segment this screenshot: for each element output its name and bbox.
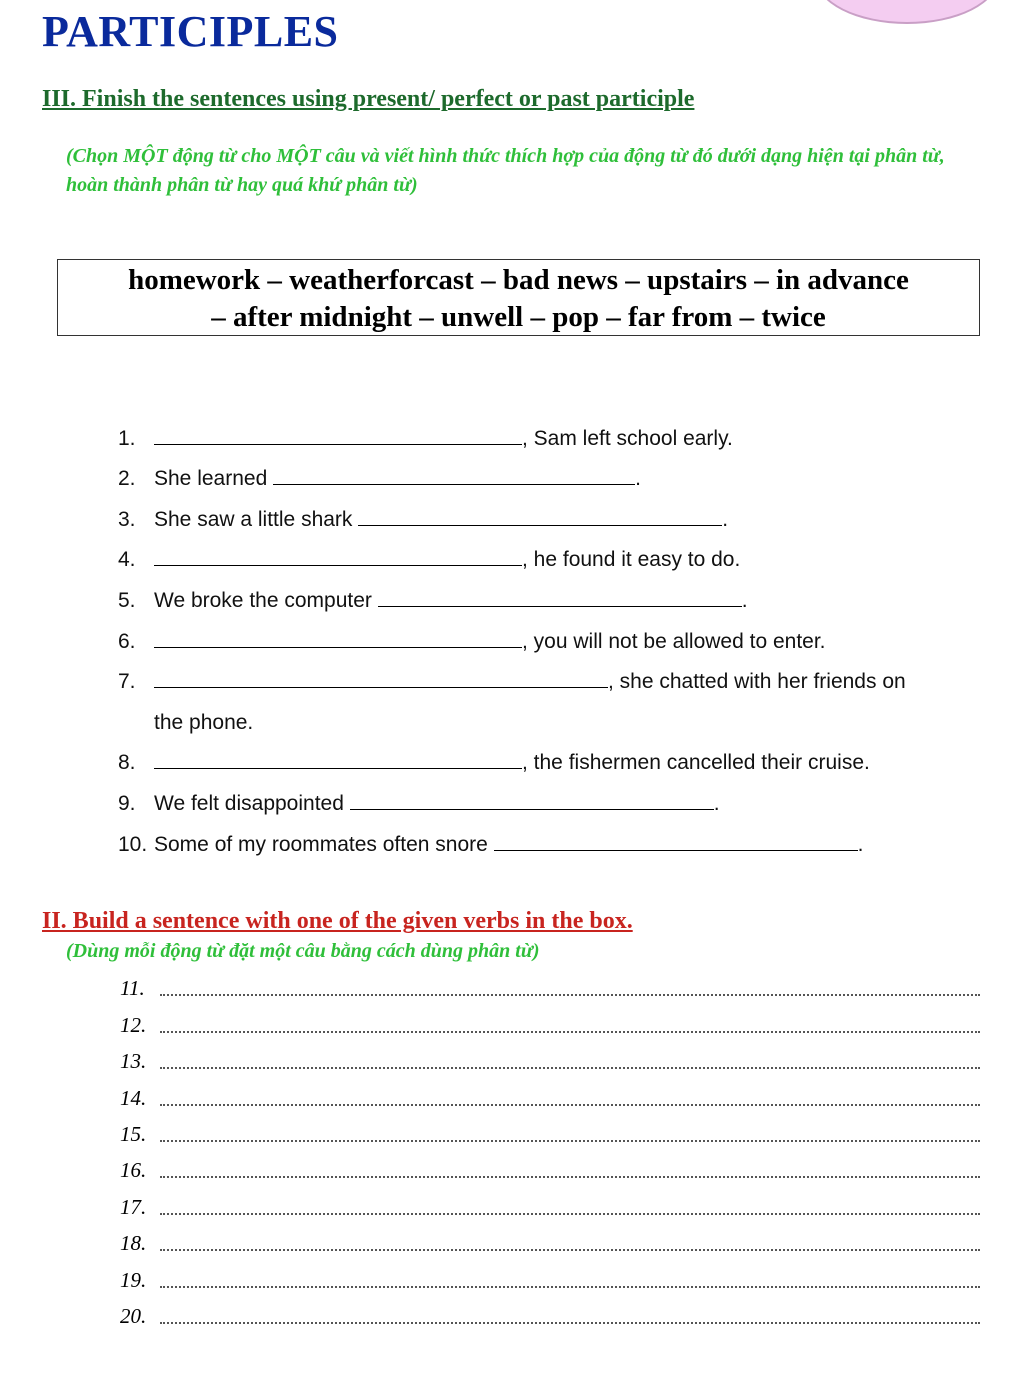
item-text-after: . — [713, 791, 720, 815]
item-number: 16. — [120, 1158, 147, 1183]
build-item — [120, 965, 980, 1001]
item-text-after: , you will not be allowed to enter. — [522, 629, 826, 653]
word-box — [57, 259, 980, 336]
item-text-after: , the fishermen cancelled their cruise. — [522, 751, 870, 775]
item-text-before: She learned — [154, 467, 274, 491]
dotted-answer-line[interactable] — [160, 1066, 980, 1069]
build-item — [120, 1256, 980, 1292]
build-item — [120, 1293, 980, 1329]
exercise-item — [118, 613, 978, 654]
dotted-answer-line[interactable] — [160, 1175, 980, 1178]
build-item — [120, 1111, 980, 1147]
item-number: 2. — [118, 467, 136, 491]
exercise-item — [118, 775, 978, 816]
build-item — [120, 1183, 980, 1219]
answer-blank[interactable] — [154, 443, 522, 445]
build-item — [120, 1001, 980, 1037]
item-number: 8. — [118, 751, 136, 775]
answer-blank[interactable] — [154, 686, 608, 688]
item-number: 4. — [118, 548, 136, 572]
dotted-answer-line[interactable] — [160, 1321, 980, 1324]
item-number: 12. — [120, 1012, 147, 1037]
item-text-before: We felt disappointed — [154, 791, 350, 815]
word-box-line-1: homework – weatherforcast – bad news – upstairs – in advance — [128, 264, 909, 296]
item-number: 13. — [120, 1049, 147, 1074]
answer-blank[interactable] — [154, 564, 522, 566]
item-text-before: She saw a little shark — [154, 507, 359, 531]
dotted-answer-line[interactable] — [160, 993, 980, 996]
exercise-item — [118, 572, 978, 613]
item-text-after: . — [722, 507, 729, 531]
answer-blank[interactable] — [378, 605, 742, 607]
answer-blank[interactable] — [350, 808, 714, 810]
word-box-line-2: – after midnight – unwell – pop – far from – twice — [211, 301, 826, 333]
item-text-after: . — [741, 588, 748, 612]
exercise-item — [118, 491, 978, 532]
decorative-corner-shape — [815, 0, 999, 24]
build-item — [120, 1220, 980, 1256]
exercise-item — [118, 816, 978, 857]
item-text-after: . — [635, 467, 641, 491]
item-number: 7. — [118, 670, 136, 694]
dotted-answer-line[interactable] — [160, 1248, 980, 1251]
item-number: 17. — [120, 1194, 147, 1219]
build-item — [120, 1038, 980, 1074]
item-number: 5. — [118, 588, 136, 612]
section-3-heading: III. Finish the sentences using present/ perfect or past participle — [42, 86, 695, 112]
answer-blank[interactable] — [494, 849, 858, 851]
exercise-list — [118, 410, 978, 857]
answer-blank[interactable] — [154, 767, 522, 769]
exercise-item — [118, 451, 978, 492]
section-2-instruction: (Dùng mỗi động từ đặt một câu bằng cách dùng phân từ) — [66, 940, 540, 962]
build-item — [120, 1074, 980, 1110]
item-text-after: , she chatted with her friends on — [608, 670, 906, 694]
build-sentence-list — [120, 965, 980, 1329]
item-number: 3. — [118, 507, 136, 531]
exercise-item-continuation: the phone. — [154, 710, 254, 734]
build-item — [120, 1147, 980, 1183]
item-number: 1. — [118, 426, 136, 450]
exercise-item — [118, 735, 978, 776]
item-number: 15. — [120, 1121, 147, 1146]
item-number: 9. — [118, 791, 136, 815]
section-2-heading: II. Build a sentence with one of the given verbs in the box. — [42, 908, 633, 934]
dotted-answer-line[interactable] — [160, 1139, 980, 1142]
item-number: 11. — [120, 976, 145, 1001]
dotted-answer-line[interactable] — [160, 1285, 980, 1288]
item-number: 18. — [120, 1231, 147, 1256]
exercise-item — [118, 410, 978, 451]
item-number: 10. — [118, 832, 148, 856]
answer-blank[interactable] — [273, 483, 635, 485]
dotted-answer-line[interactable] — [160, 1103, 980, 1106]
page-title: PARTICIPLES — [42, 7, 339, 56]
item-number: 19. — [120, 1267, 147, 1292]
item-text-before: Some of my roommates often snore — [154, 832, 494, 856]
item-text-after: . — [857, 832, 864, 856]
item-number: 14. — [120, 1085, 147, 1110]
item-text-after: , he found it easy to do. — [522, 548, 741, 572]
section-3-instruction: (Chọn MỘT động từ cho MỘT câu và viết hình thức thích hợp của động từ đó dưới dạng hiện tại phân từ, hoàn thành phân từ hay quá khứ phân từ) — [66, 145, 945, 196]
item-number: 20. — [120, 1303, 147, 1328]
answer-blank[interactable] — [358, 524, 722, 526]
dotted-answer-line[interactable] — [160, 1212, 980, 1215]
dotted-answer-line[interactable] — [160, 1030, 980, 1033]
answer-blank[interactable] — [154, 646, 522, 648]
exercise-item — [118, 532, 978, 573]
exercise-item — [118, 654, 978, 695]
item-number: 6. — [118, 629, 136, 653]
item-text-after: , Sam left school early. — [522, 426, 733, 450]
item-text-before: We broke the computer — [154, 588, 378, 612]
